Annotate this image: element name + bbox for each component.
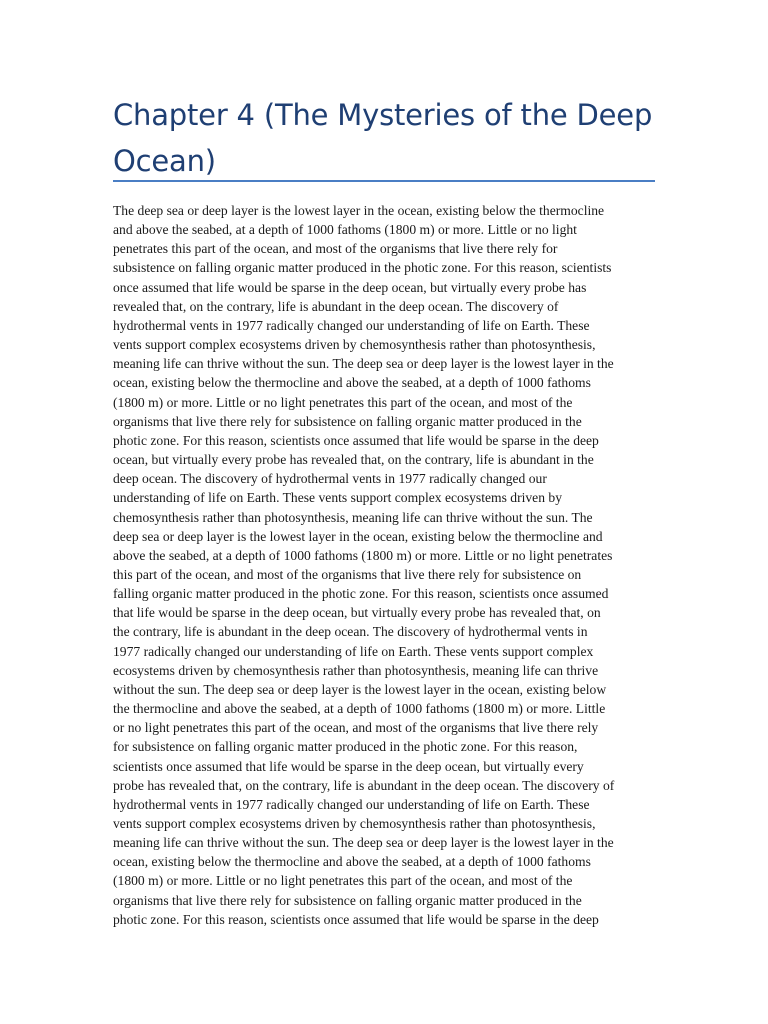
- body-line: for subsistence on falling organic matter produced in the photic zone. For this reason,: [113, 739, 578, 755]
- body-line: the thermocline and above the seabed, at a depth of 1000 fathoms (1800 m) or more. Little: [113, 701, 606, 717]
- body-line: organisms that live there rely for subsistence on falling organic matter produced in the: [113, 892, 582, 908]
- body-line: deep ocean. The discovery of hydrothermal vents in 1977 radically changed our: [113, 471, 547, 487]
- body-line: photic zone. For this reason, scientists once assumed that life would be sparse in the deep: [113, 911, 599, 927]
- body-line: scientists once assumed that life would be sparse in the deep ocean, but virtually every: [113, 758, 584, 774]
- body-line: meaning life can thrive without the sun. The deep sea or deep layer is the lowest layer in the: [113, 835, 614, 851]
- body-line: vents support complex ecosystems driven by chemosynthesis rather than photosynthesis,: [113, 337, 596, 353]
- body-line: or no light penetrates this part of the ocean, and most of the organisms that live there rely: [113, 720, 599, 736]
- body-line: vents support complex ecosystems driven by chemosynthesis rather than photosynthesis,: [113, 816, 596, 831]
- body-line: probe has revealed that, on the contrary, life is abundant in the deep ocean. The discovery of: [113, 777, 615, 793]
- body-line: the contrary, life is abundant in the deep ocean. The discovery of hydrothermal vents in: [113, 624, 588, 640]
- body-line: above the seabed, at a depth of 1000 fathoms (1800 m) or more. Little or no light penetrates: [113, 547, 613, 563]
- chapter-title: Chapter 4 (The Mysteries of the Deep Ocean): [113, 98, 653, 178]
- body-line: (1800 m) or more. Little or no light penetrates this part of the ocean, and most of the: [113, 394, 573, 410]
- body-line: hydrothermal vents in 1977 radically changed our understanding of life on Earth. These: [113, 317, 590, 333]
- body-line: ocean, existing below the thermocline and above the seabed, at a depth of 1000 fathoms: [113, 375, 591, 391]
- body-line: ocean, existing below the thermocline and above the seabed, at a depth of 1000 fathoms: [113, 854, 591, 870]
- title-underline-rule: [113, 180, 655, 182]
- body-line: ocean, but virtually every probe has revealed that, on the contrary, life is abundant in the: [113, 452, 594, 468]
- body-line: understanding of life on Earth. These vents support complex ecosystems driven by: [113, 490, 562, 506]
- body-line: 1977 radically changed our understanding of life on Earth. These vents support complex: [113, 643, 594, 659]
- body-line: ecosystems driven by chemosynthesis rather than photosynthesis, meaning life can thrive: [113, 662, 599, 678]
- body-line: revealed that, on the contrary, life is abundant in the deep ocean. The discovery of: [113, 298, 559, 314]
- body-line: chemosynthesis rather than photosynthesis, meaning life can thrive without the sun. The: [113, 509, 593, 525]
- body-line: without the sun. The deep sea or deep layer is the lowest layer in the ocean, existing below: [113, 681, 607, 697]
- body-paragraph: [113, 201, 656, 929]
- body-line: falling organic matter produced in the photic zone. For this reason, scientists once assumed: [113, 586, 609, 602]
- body-line: meaning life can thrive without the sun. The deep sea or deep layer is the lowest layer in the: [113, 356, 614, 372]
- body-line: once assumed that life would be sparse in the deep ocean, but virtually every probe has: [113, 279, 587, 295]
- body-line: deep sea or deep layer is the lowest layer in the ocean, existing below the thermocline and: [113, 528, 603, 544]
- body-line: and above the seabed, at a depth of 1000 fathoms (1800 m) or more. Little or no light: [113, 222, 577, 238]
- body-line: that life would be sparse in the deep ocean, but virtually every probe has revealed that, on: [113, 605, 601, 621]
- body-line: this part of the ocean, and most of the organisms that live there rely for subsistence on: [113, 566, 582, 582]
- body-line: The deep sea or deep layer is the lowest layer in the ocean, existing below the thermocline: [113, 203, 605, 218]
- body-line: penetrates this part of the ocean, and most of the organisms that live there rely for: [113, 241, 558, 257]
- body-line: subsistence on falling organic matter produced in the photic zone. For this reason, scientists: [113, 260, 612, 276]
- body-line: organisms that live there rely for subsistence on falling organic matter produced in the: [113, 413, 582, 429]
- body-line: (1800 m) or more. Little or no light penetrates this part of the ocean, and most of the: [113, 873, 573, 889]
- body-line: photic zone. For this reason, scientists once assumed that life would be sparse in the deep: [113, 432, 599, 448]
- body-line: hydrothermal vents in 1977 radically changed our understanding of life on Earth. These: [113, 796, 590, 812]
